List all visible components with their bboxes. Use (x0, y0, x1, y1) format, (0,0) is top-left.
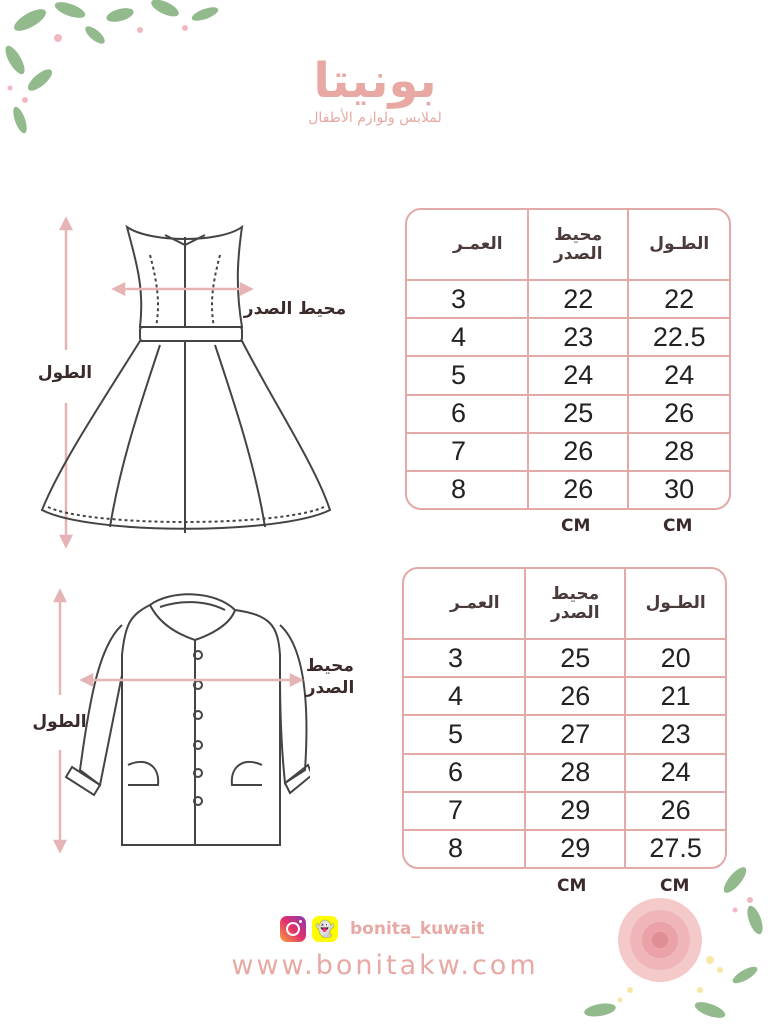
table-row (404, 754, 725, 792)
snapchat-icon[interactable]: 👻 (312, 916, 338, 942)
age-cell: 8 (407, 471, 528, 508)
table-row (404, 639, 725, 677)
coat-header-chest: محيط الصدر (525, 569, 625, 639)
age-cell: 6 (407, 395, 528, 433)
coat-header-length: الطـول (625, 569, 725, 639)
age-cell: 4 (407, 318, 528, 356)
table-row (404, 792, 725, 830)
table-row (407, 395, 729, 433)
coat-length-unit: CM (660, 876, 690, 896)
table-row (404, 830, 725, 867)
chest-cell: 28 (525, 754, 625, 792)
table-row (407, 356, 729, 394)
chest-cell: 29 (525, 830, 625, 867)
chest-cell: 25 (525, 639, 625, 677)
dress-header-length: الطـول (628, 210, 729, 280)
coat-size-table (402, 567, 727, 869)
length-cell: 23 (625, 715, 725, 753)
table-row (404, 715, 725, 753)
chest-cell: 26 (528, 471, 628, 508)
chest-cell: 23 (528, 318, 628, 356)
dress-size-table (405, 208, 731, 510)
table-row (407, 471, 729, 508)
age-cell: 8 (404, 830, 525, 867)
coat-chest-label: محيط الصدر (305, 656, 355, 699)
table-row (407, 433, 729, 471)
chest-cell: 29 (525, 792, 625, 830)
length-cell: 26 (628, 395, 729, 433)
age-cell: 7 (407, 433, 528, 471)
coat-chest-unit: CM (557, 876, 587, 896)
age-cell: 7 (404, 792, 525, 830)
website-link[interactable]: www.bonitakw.com (231, 950, 539, 981)
social-handle[interactable]: bonita_kuwait (350, 919, 485, 939)
length-cell: 24 (625, 754, 725, 792)
dress-length-label: الطول (37, 363, 93, 383)
age-cell: 4 (404, 677, 525, 715)
coat-length-label: الطول (32, 712, 87, 732)
table-row (404, 677, 725, 715)
floral-decoration-top-left (0, 0, 260, 150)
age-cell: 5 (407, 356, 528, 394)
brand-header (270, 55, 480, 126)
chest-cell: 22 (528, 280, 628, 318)
length-cell: 20 (625, 639, 725, 677)
coat-header-age: العمـر (404, 569, 525, 639)
chest-cell: 26 (525, 677, 625, 715)
instagram-icon[interactable] (280, 916, 306, 942)
brand-tagline: لملابس ولوازم الأطفال (308, 109, 442, 126)
length-cell: 30 (628, 471, 729, 508)
dress-chest-label: محيط الصدر (243, 299, 347, 319)
dress-length-unit: CM (663, 516, 693, 536)
chest-cell: 24 (528, 356, 628, 394)
length-cell: 28 (628, 433, 729, 471)
dress-header-age: العمـر (407, 210, 528, 280)
chest-cell: 25 (528, 395, 628, 433)
age-cell: 5 (404, 715, 525, 753)
dress-header-chest: محيط الصدر (528, 210, 628, 280)
brand-logo-text: بونيتا (313, 53, 437, 109)
table-row (407, 280, 729, 318)
social-links (280, 916, 484, 942)
dress-chest-unit: CM (561, 516, 591, 536)
length-cell: 21 (625, 677, 725, 715)
length-cell: 26 (625, 792, 725, 830)
age-cell: 3 (404, 639, 525, 677)
chest-cell: 27 (525, 715, 625, 753)
table-row (407, 318, 729, 356)
length-cell: 24 (628, 356, 729, 394)
length-cell: 22.5 (628, 318, 729, 356)
age-cell: 3 (407, 280, 528, 318)
length-cell: 27.5 (625, 830, 725, 867)
chest-cell: 26 (528, 433, 628, 471)
length-cell: 22 (628, 280, 729, 318)
age-cell: 6 (404, 754, 525, 792)
